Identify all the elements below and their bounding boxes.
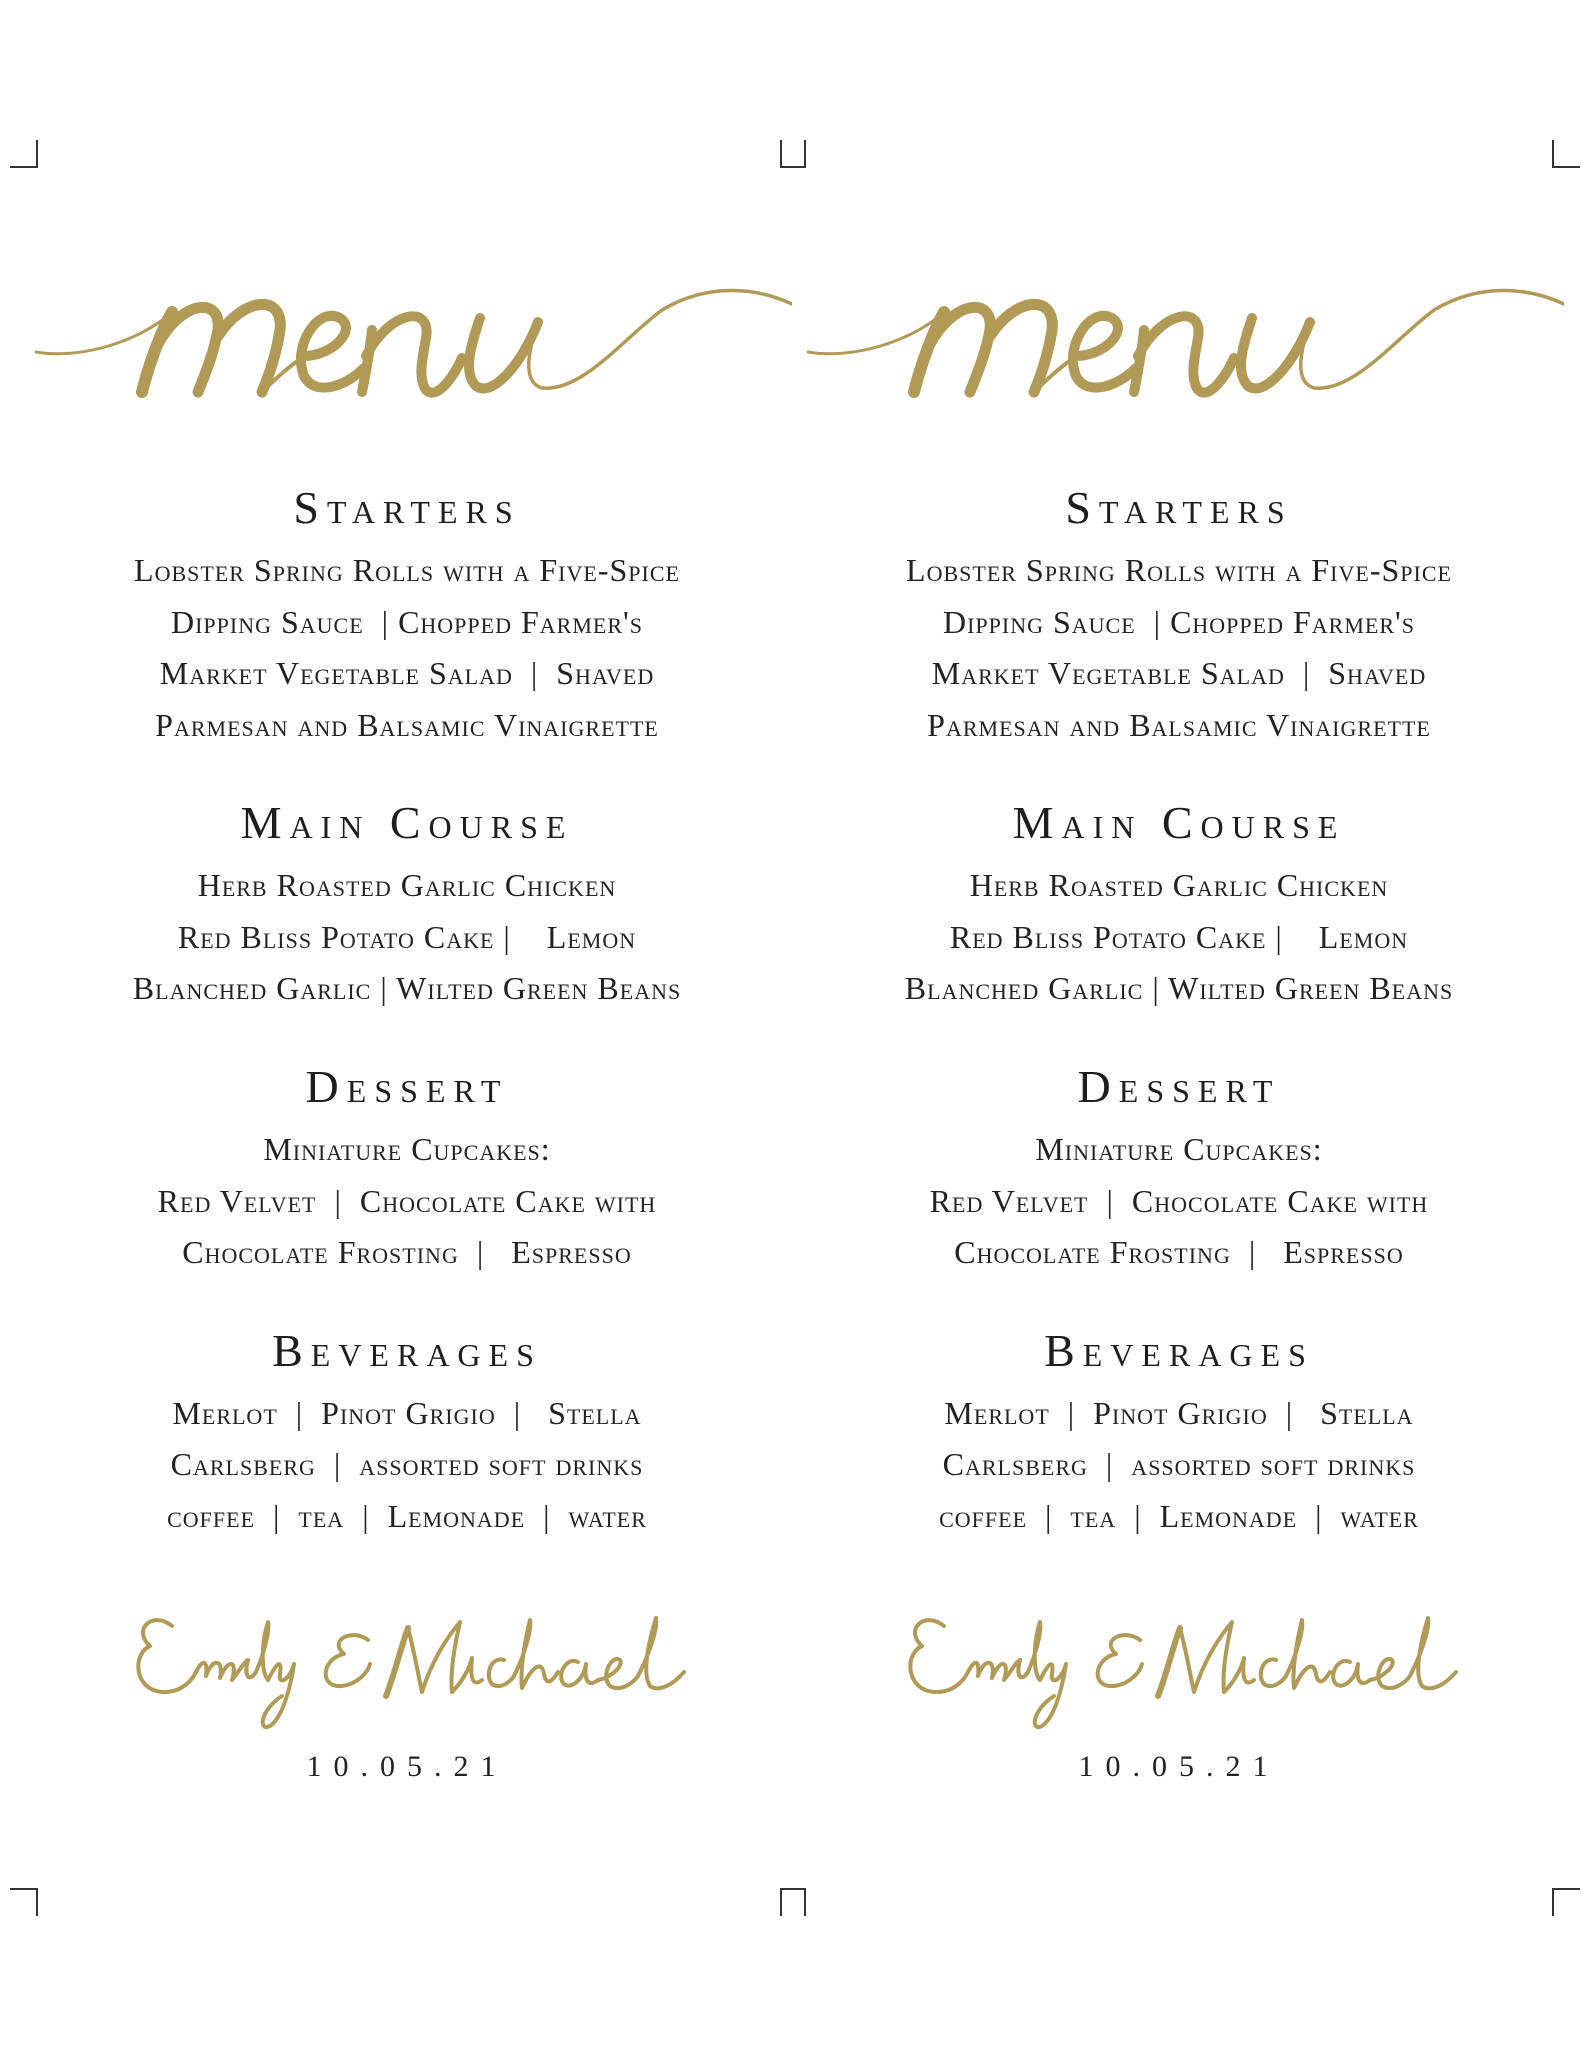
menu-script-title xyxy=(794,260,1564,420)
menu-line: Miniature Cupcakes: xyxy=(263,1131,551,1168)
section-body xyxy=(22,545,792,751)
menu-line: Dipping Sauce | Chopped Farmer's xyxy=(942,603,1416,640)
section-beverages xyxy=(794,1323,1564,1543)
menu-line: Red Velvet | Chocolate Cake with xyxy=(929,1182,1429,1219)
menu-line: Parmesan and Balsamic Vinaigrette xyxy=(927,706,1431,743)
menu-content xyxy=(794,480,1564,1586)
section-main-course xyxy=(22,795,792,1015)
menu-line: Miniature Cupcakes: xyxy=(1035,1131,1323,1168)
menu-line: Carlsberg | assorted soft drinks xyxy=(170,1446,644,1483)
crop-mark-top-left xyxy=(10,140,38,168)
menu-line: Merlot | Pinot Grigio | Stella xyxy=(172,1394,642,1431)
section-heading: Main Course xyxy=(1012,797,1346,849)
menu-line: Red Bliss Potato Cake | Lemon xyxy=(177,918,637,955)
section-body xyxy=(794,545,1564,751)
section-heading: Starters xyxy=(1065,482,1293,533)
menu-line: Herb Roasted Garlic Chicken xyxy=(197,867,617,904)
menu-line: Merlot | Pinot Grigio | Stella xyxy=(944,1394,1414,1431)
menu-line: Blanched Garlic | Wilted Green Beans xyxy=(904,970,1454,1007)
crop-mark-top-right xyxy=(1552,140,1580,168)
section-starters xyxy=(22,480,792,751)
section-body xyxy=(22,1388,792,1543)
section-heading: Beverages xyxy=(1044,1324,1314,1376)
menu-line: Carlsberg | assorted soft drinks xyxy=(942,1446,1416,1483)
section-body xyxy=(22,1124,792,1279)
event-date: 10.05.21 xyxy=(1078,1750,1280,1783)
menu-card-left xyxy=(22,260,792,1840)
couple-signature-script xyxy=(904,1600,1464,1730)
section-heading: Dessert xyxy=(1077,1060,1281,1112)
section-body xyxy=(794,1388,1564,1543)
section-main-course xyxy=(794,795,1564,1015)
section-dessert xyxy=(22,1059,792,1279)
menu-line: coffee | tea | Lemonade | water xyxy=(167,1497,647,1534)
menu-line: Lobster Spring Rolls with a Five-Spice xyxy=(906,552,1452,589)
section-starters xyxy=(794,480,1564,751)
section-heading: Dessert xyxy=(305,1060,509,1112)
section-dessert xyxy=(794,1059,1564,1279)
menu-line: Red Velvet | Chocolate Cake with xyxy=(157,1182,657,1219)
menu-line: Chocolate Frosting | Espresso xyxy=(954,1234,1404,1271)
section-heading: Beverages xyxy=(272,1324,542,1376)
menu-card-right xyxy=(794,260,1564,1840)
couple-signature-script xyxy=(132,1600,692,1730)
section-beverages xyxy=(22,1323,792,1543)
menu-line: Chocolate Frosting | Espresso xyxy=(182,1234,632,1271)
crop-mark-top-center xyxy=(780,140,806,168)
menu-line: Market Vegetable Salad | Shaved xyxy=(931,655,1427,692)
menu-content xyxy=(22,480,792,1586)
menu-line: Red Bliss Potato Cake | Lemon xyxy=(949,918,1409,955)
crop-mark-bottom-left xyxy=(10,1888,38,1916)
menu-script-title xyxy=(22,260,792,420)
menu-line: Blanched Garlic | Wilted Green Beans xyxy=(132,970,682,1007)
menu-line: Market Vegetable Salad | Shaved xyxy=(159,655,655,692)
section-heading: Starters xyxy=(293,482,521,533)
menu-line: Dipping Sauce | Chopped Farmer's xyxy=(170,603,644,640)
section-body xyxy=(794,1124,1564,1279)
crop-mark-bottom-center xyxy=(780,1888,806,1916)
menu-line: Herb Roasted Garlic Chicken xyxy=(969,867,1389,904)
menu-line: coffee | tea | Lemonade | water xyxy=(939,1497,1419,1534)
event-date: 10.05.21 xyxy=(306,1750,508,1783)
section-body xyxy=(22,860,792,1015)
section-body xyxy=(794,860,1564,1015)
menu-line: Parmesan and Balsamic Vinaigrette xyxy=(155,706,659,743)
crop-mark-bottom-right xyxy=(1552,1888,1580,1916)
section-heading: Main Course xyxy=(240,797,574,849)
menu-line: Lobster Spring Rolls with a Five-Spice xyxy=(134,552,680,589)
